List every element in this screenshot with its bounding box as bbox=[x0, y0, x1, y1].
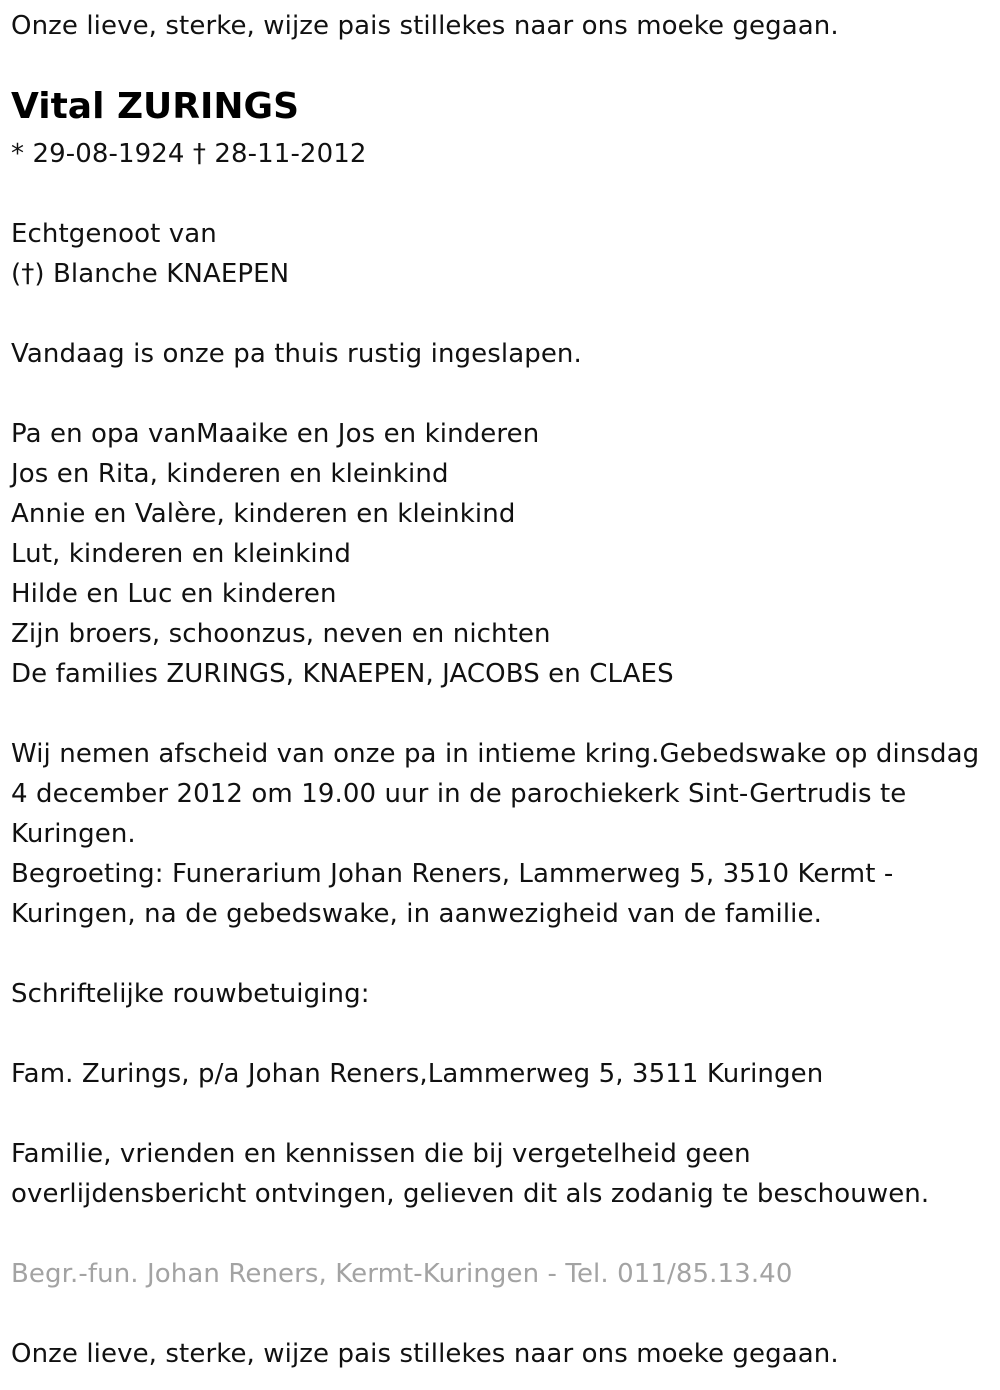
funeral-home-line: Begr.-fun. Johan Reners, Kermt-Kuringen - Tel. 011/85.13.40 bbox=[11, 1259, 793, 1289]
family-line: Jos en Rita, kinderen en kleinkind bbox=[11, 459, 449, 489]
family-line: Zijn broers, schoonzus, neven en nichten bbox=[11, 619, 551, 649]
condolence-label: Schriftelijke rouwbetuiging: bbox=[11, 979, 370, 1009]
spouse-label: Echtgenoot van bbox=[11, 219, 217, 249]
spouse-name: (†) Blanche KNAEPEN bbox=[11, 259, 290, 289]
opening-line: Onze lieve, sterke, wijze pais stillekes naar ons moeke gegaan. bbox=[11, 11, 839, 41]
ceremony-line: Kuringen. bbox=[11, 819, 136, 849]
family-line: Annie en Valère, kinderen en kleinkind bbox=[11, 499, 516, 529]
family-line: Lut, kinderen en kleinkind bbox=[11, 539, 351, 569]
ceremony-line: Kuringen, na de gebedswake, in aanwezigheid van de familie. bbox=[11, 899, 822, 929]
ceremony-line: Begroeting: Funerarium Johan Reners, Lammerweg 5, 3510 Kermt - bbox=[11, 859, 894, 889]
announcement: Vandaag is onze pa thuis rustig ingeslapen. bbox=[11, 339, 582, 369]
life-dates: * 29-08-1924 † 28-11-2012 bbox=[11, 139, 367, 169]
notice-line: Familie, vrienden en kennissen die bij vergetelheid geen bbox=[11, 1139, 751, 1169]
family-line: De families ZURINGS, KNAEPEN, JACOBS en CLAES bbox=[11, 659, 674, 689]
closing-line: Onze lieve, sterke, wijze pais stillekes naar ons moeke gegaan. bbox=[11, 1339, 839, 1369]
ceremony-line: Wij nemen afscheid van onze pa in intieme kring.Gebedswake op dinsdag bbox=[11, 739, 980, 769]
deceased-name: Vital ZURINGS bbox=[11, 86, 299, 127]
notice-line: overlijdensbericht ontvingen, gelieven dit als zodanig te beschouwen. bbox=[11, 1179, 930, 1209]
condolence-address: Fam. Zurings, p/a Johan Reners,Lammerweg 5, 3511 Kuringen bbox=[11, 1059, 824, 1089]
family-line: Hilde en Luc en kinderen bbox=[11, 579, 337, 609]
ceremony-line: 4 december 2012 om 19.00 uur in de parochiekerk Sint-Gertrudis te bbox=[11, 779, 907, 809]
family-line: Pa en opa vanMaaike en Jos en kinderen bbox=[11, 419, 540, 449]
